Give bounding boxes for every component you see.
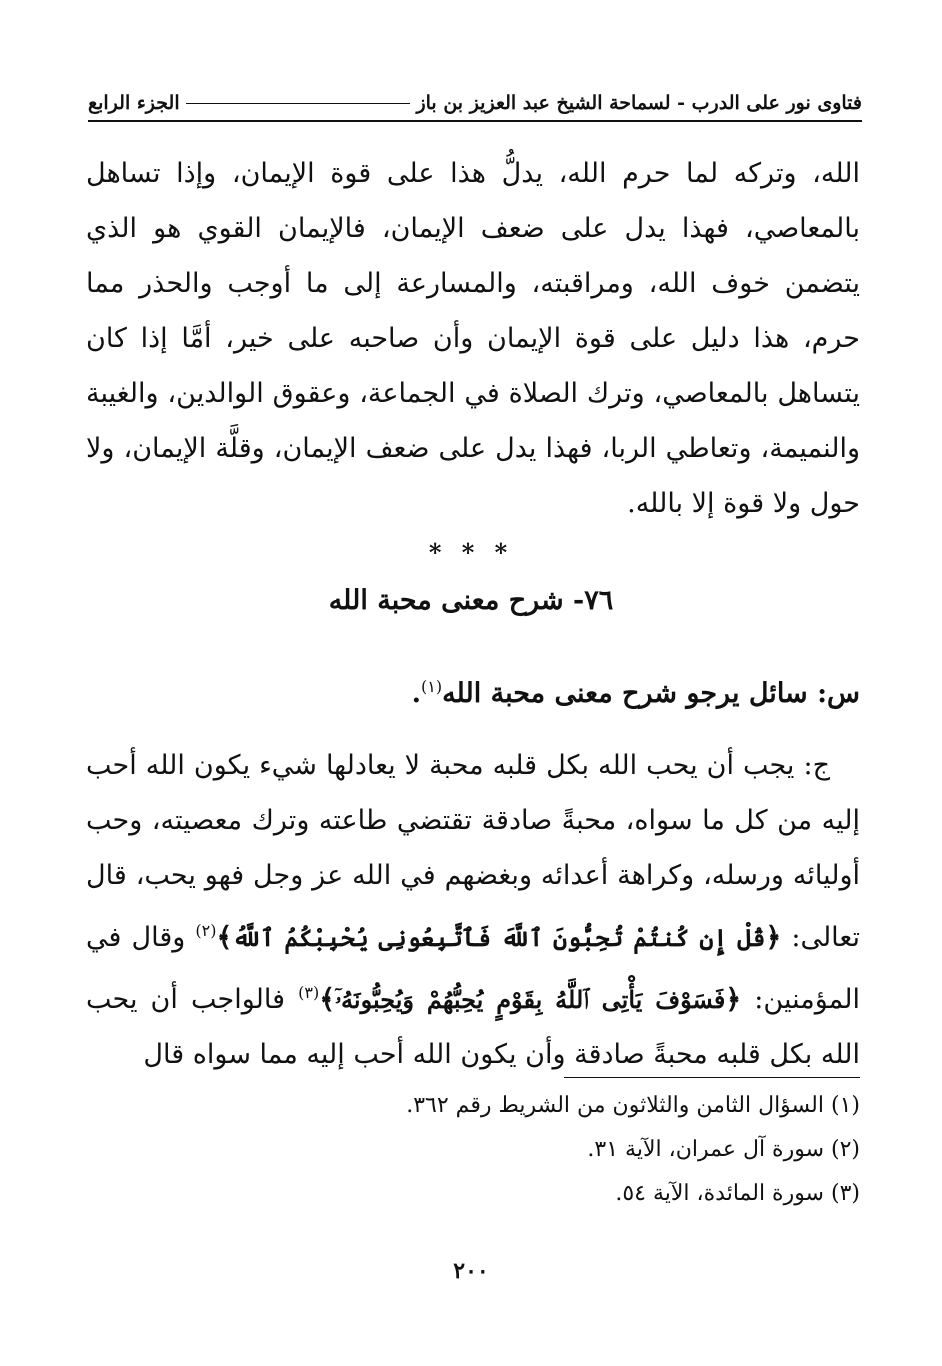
footnote-3: (٣) سورة المائدة، الآية ٥٤. [615, 1181, 860, 1206]
section-title: ٧٦- شرح معنى محبة الله [328, 585, 614, 616]
answer-text-part3: فالواجب أن يحب الله بكل قلبه محبةً صادقة وأن يكون الله أحب إليه مما سواه قال [86, 984, 860, 1070]
running-header [88, 86, 862, 122]
verse-close-bracket: ﴾ [216, 922, 233, 953]
question-footnote-ref: (١) [420, 677, 443, 696]
verse-open-bracket-2: ﴿ [725, 984, 742, 1015]
section-separator: * * * [428, 538, 514, 567]
answer-text-part2: وقال في المؤمنين: [86, 922, 860, 1015]
header-part: الجزء الرابع [88, 92, 180, 114]
header-rule [186, 103, 411, 104]
footnotes [86, 1084, 860, 1216]
answer-text-part1: ج: يجب أن يحب الله بكل قلبه محبة لا يعادلها شيء يكون الله أحب إليه من كل ما سواه، محبةً صادقة تقتضي طاعته وترك معصيته، وحب أوليائه ورسله، وكراهة أعدائه وبغضهم في الله عز وجل فهو يحب، قال تعالى: [86, 750, 860, 953]
footnote-2: (٢) سورة آل عمران، الآية ٣١. [587, 1137, 860, 1162]
footnote-rule [564, 1077, 860, 1078]
quran-verse-1: قُلْ إِن كُنتُمْ تُحِبُّونَ ٱللَّهَ فَٱتَّبِعُونِى يُحْبِبْكُمُ ٱللَّهُ [232, 923, 766, 952]
question-text: س: سائل يرجو شرح معنى محبة الله [442, 678, 860, 709]
footnote-1: (١) السؤال الثامن والثلاثون من الشريط رقم ٣٦٢. [406, 1093, 860, 1118]
verse-open-bracket: ﴿ [765, 922, 782, 953]
verse-close-bracket-2: ﴾ [319, 984, 336, 1015]
footnote-ref-2: (٢) [195, 921, 217, 940]
header-book-title: فتاوى نور على الدرب - لسماحة الشيخ عبد العزيز بن باز [416, 92, 862, 114]
question-end: . [411, 678, 421, 709]
paragraph-top-text: الله، وتركه لما حرم الله، يدلُّ هذا على قوة الإيمان، وإذا تساهل بالمعاصي، فهذا يدل على ضعف الإيمان، فالإيمان القوي هو الذي يتضمن خوف الله، ومراقبته، والمسارعة إلى ما أوجب والحذر مما حرم، هذا دليل على قوة الإيمان وأن صاحبه على خير، أمَّا إذا كان يتساهل بالمعاصي، وترك الصلاة في الجماعة، وعقوق الوالدين، والغيبة والنميمة، وتعاطي الربا، فهذا يدل على ضعف الإيمان، وقلَّة الإيمان، ولا حول ولا قوة إلا بالله. [86, 158, 860, 519]
quran-verse-2: فَسَوْفَ يَأْتِى ٱللَّهُ بِقَوْمٍ يُحِبُّهُمْ وَيُحِبُّونَهُۥٓ [335, 985, 726, 1014]
page-number: ٢٠٠ [453, 1258, 489, 1284]
footnote-ref-3: (٣) [298, 983, 320, 1002]
answer-paragraph [86, 738, 860, 1082]
paragraph-top [86, 146, 860, 531]
question [86, 662, 860, 719]
